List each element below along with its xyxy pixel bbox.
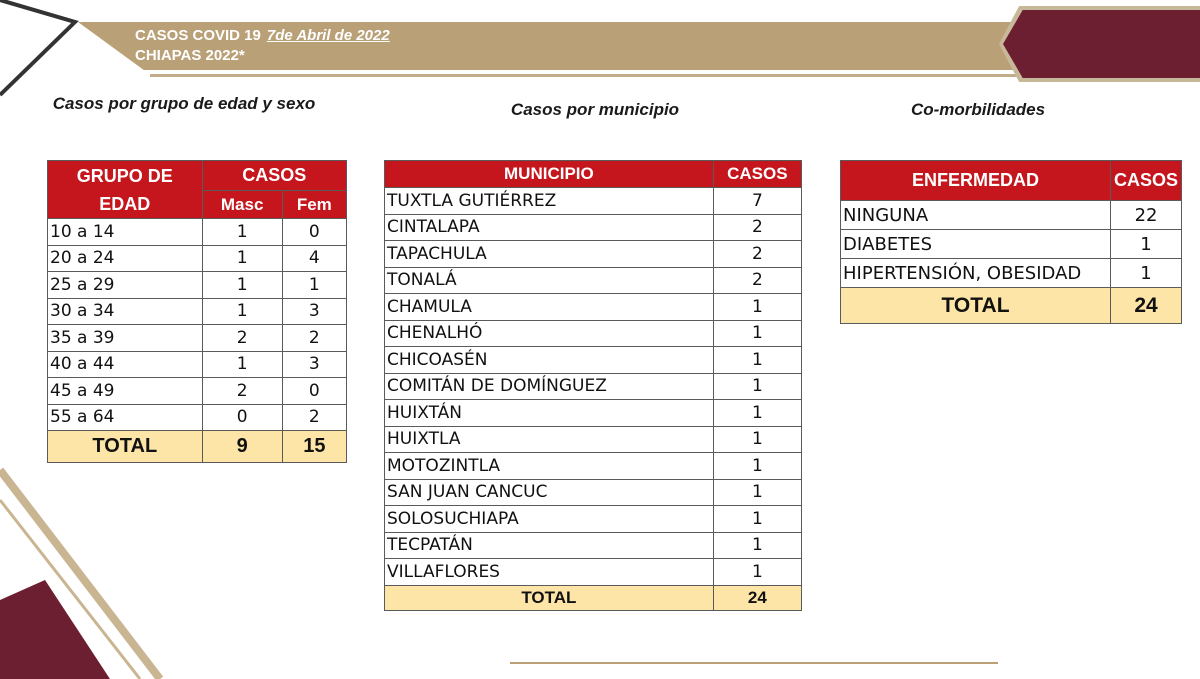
municipio-table bbox=[384, 160, 802, 611]
comorbid-cases-header: CASOS bbox=[1111, 161, 1182, 201]
age-group-cell: 35 a 39 bbox=[48, 325, 203, 352]
age-masc-cell: 1 bbox=[202, 351, 282, 378]
comorbid-cases-cell: 1 bbox=[1111, 259, 1182, 288]
municipio-row bbox=[385, 479, 802, 506]
municipio-cases-cell: 7 bbox=[713, 188, 801, 215]
municipio-name-cell: HUIXTLA bbox=[385, 426, 714, 453]
footer-divider bbox=[510, 662, 998, 664]
municipio-row bbox=[385, 532, 802, 559]
header-title: CASOS COVID 19 7de Abril de 2022 CHIAPAS 2022* bbox=[135, 27, 390, 64]
municipio-cases-cell: 2 bbox=[713, 214, 801, 241]
municipio-cases-cell: 1 bbox=[713, 506, 801, 533]
municipio-cases-cell: 1 bbox=[713, 400, 801, 427]
age-total-masc: 9 bbox=[202, 431, 282, 463]
municipio-row bbox=[385, 214, 802, 241]
age-row bbox=[48, 325, 347, 352]
municipio-row bbox=[385, 373, 802, 400]
municipio-cases-cell: 1 bbox=[713, 559, 801, 586]
municipio-section-title: Casos por municipio bbox=[510, 100, 680, 119]
header-date: 7de Abril de 2022 bbox=[266, 27, 390, 44]
age-fem-cell: 0 bbox=[282, 219, 346, 246]
age-masc-cell: 1 bbox=[202, 272, 282, 299]
age-masc-cell: 2 bbox=[202, 325, 282, 352]
age-group-cell: 10 a 14 bbox=[48, 219, 203, 246]
age-section-title: Casos por grupo de edad y sexo bbox=[52, 94, 316, 113]
municipio-row bbox=[385, 294, 802, 321]
municipio-name-cell: CHICOASÉN bbox=[385, 347, 714, 374]
age-fem-cell: 3 bbox=[282, 298, 346, 325]
age-group-cell: 25 a 29 bbox=[48, 272, 203, 299]
municipio-cases-cell: 1 bbox=[713, 347, 801, 374]
municipio-row bbox=[385, 400, 802, 427]
comorbid-row bbox=[841, 230, 1182, 259]
comorbid-table bbox=[840, 160, 1182, 324]
municipio-row bbox=[385, 241, 802, 268]
municipio-cases-cell: 1 bbox=[713, 294, 801, 321]
comorbid-total-value: 24 bbox=[1111, 288, 1182, 324]
age-row bbox=[48, 351, 347, 378]
age-group-cell: 45 a 49 bbox=[48, 378, 203, 405]
age-row bbox=[48, 245, 347, 272]
age-masc-cell: 1 bbox=[202, 245, 282, 272]
age-fem-cell: 3 bbox=[282, 351, 346, 378]
municipio-name-cell: COMITÁN DE DOMÍNGUEZ bbox=[385, 373, 714, 400]
municipio-cases-header: CASOS bbox=[713, 161, 801, 188]
comorbid-name-cell: DIABETES bbox=[841, 230, 1111, 259]
municipio-name-cell: SOLOSUCHIAPA bbox=[385, 506, 714, 533]
municipio-name-cell: CINTALAPA bbox=[385, 214, 714, 241]
age-row bbox=[48, 404, 347, 431]
comorbid-total-label: TOTAL bbox=[841, 288, 1111, 324]
age-table bbox=[47, 160, 347, 463]
age-row bbox=[48, 219, 347, 246]
municipio-name-cell: TAPACHULA bbox=[385, 241, 714, 268]
comorbid-cases-cell: 1 bbox=[1111, 230, 1182, 259]
age-total-label: TOTAL bbox=[48, 431, 203, 463]
municipio-row bbox=[385, 188, 802, 215]
municipio-cases-cell: 1 bbox=[713, 373, 801, 400]
municipio-name-cell: MOTOZINTLA bbox=[385, 453, 714, 480]
municipio-cases-cell: 1 bbox=[713, 426, 801, 453]
municipio-name-cell: HUIXTÁN bbox=[385, 400, 714, 427]
age-group-cell: 55 a 64 bbox=[48, 404, 203, 431]
municipio-name-cell: TUXTLA GUTIÉRREZ bbox=[385, 188, 714, 215]
age-fem-cell: 0 bbox=[282, 378, 346, 405]
municipio-cases-cell: 1 bbox=[713, 479, 801, 506]
age-row bbox=[48, 298, 347, 325]
municipio-total-label: TOTAL bbox=[385, 585, 714, 610]
comorbid-cases-cell: 22 bbox=[1111, 201, 1182, 230]
maroon-tab bbox=[1003, 10, 1200, 78]
municipio-name-cell: SAN JUAN CANCUC bbox=[385, 479, 714, 506]
comorbid-total-row bbox=[841, 288, 1182, 324]
municipio-row bbox=[385, 559, 802, 586]
age-masc-cell: 1 bbox=[202, 298, 282, 325]
municipio-name-cell: CHAMULA bbox=[385, 294, 714, 321]
municipio-cases-cell: 1 bbox=[713, 532, 801, 559]
age-masc-header: Masc bbox=[202, 191, 282, 219]
age-row bbox=[48, 378, 347, 405]
age-fem-cell: 2 bbox=[282, 404, 346, 431]
municipio-row bbox=[385, 320, 802, 347]
age-fem-cell: 2 bbox=[282, 325, 346, 352]
municipio-cases-cell: 1 bbox=[713, 453, 801, 480]
comorbid-section-title: Co-morbilidades bbox=[910, 100, 1046, 119]
comorbid-row bbox=[841, 201, 1182, 230]
municipio-name-cell: VILLAFLORES bbox=[385, 559, 714, 586]
age-masc-cell: 2 bbox=[202, 378, 282, 405]
municipio-name-cell: TONALÁ bbox=[385, 267, 714, 294]
comorbid-header: ENFERMEDAD bbox=[841, 161, 1111, 201]
age-fem-cell: 1 bbox=[282, 272, 346, 299]
municipio-row bbox=[385, 347, 802, 374]
comorbid-name-cell: NINGUNA bbox=[841, 201, 1111, 230]
age-fem-header: Fem bbox=[282, 191, 346, 219]
municipio-row bbox=[385, 426, 802, 453]
municipio-cases-cell: 2 bbox=[713, 241, 801, 268]
age-group-header: GRUPO DE EDAD bbox=[48, 161, 203, 219]
comorbid-row bbox=[841, 259, 1182, 288]
age-masc-cell: 1 bbox=[202, 219, 282, 246]
age-masc-cell: 0 bbox=[202, 404, 282, 431]
municipio-total-row bbox=[385, 585, 802, 610]
municipio-name-cell: CHENALHÓ bbox=[385, 320, 714, 347]
age-group-cell: 40 a 44 bbox=[48, 351, 203, 378]
municipio-row bbox=[385, 453, 802, 480]
municipio-cases-cell: 1 bbox=[713, 320, 801, 347]
municipio-row bbox=[385, 506, 802, 533]
age-group-cell: 30 a 34 bbox=[48, 298, 203, 325]
comorbid-name-cell: HIPERTENSIÓN, OBESIDAD bbox=[841, 259, 1111, 288]
age-total-row bbox=[48, 431, 347, 463]
municipio-total-value: 24 bbox=[713, 585, 801, 610]
age-cases-header: CASOS bbox=[202, 161, 346, 191]
municipio-cases-cell: 2 bbox=[713, 267, 801, 294]
age-fem-cell: 4 bbox=[282, 245, 346, 272]
age-row bbox=[48, 272, 347, 299]
municipio-row bbox=[385, 267, 802, 294]
municipio-name-cell: TECPATÁN bbox=[385, 532, 714, 559]
age-total-fem: 15 bbox=[282, 431, 346, 463]
municipio-header: MUNICIPIO bbox=[385, 161, 714, 188]
age-group-cell: 20 a 24 bbox=[48, 245, 203, 272]
